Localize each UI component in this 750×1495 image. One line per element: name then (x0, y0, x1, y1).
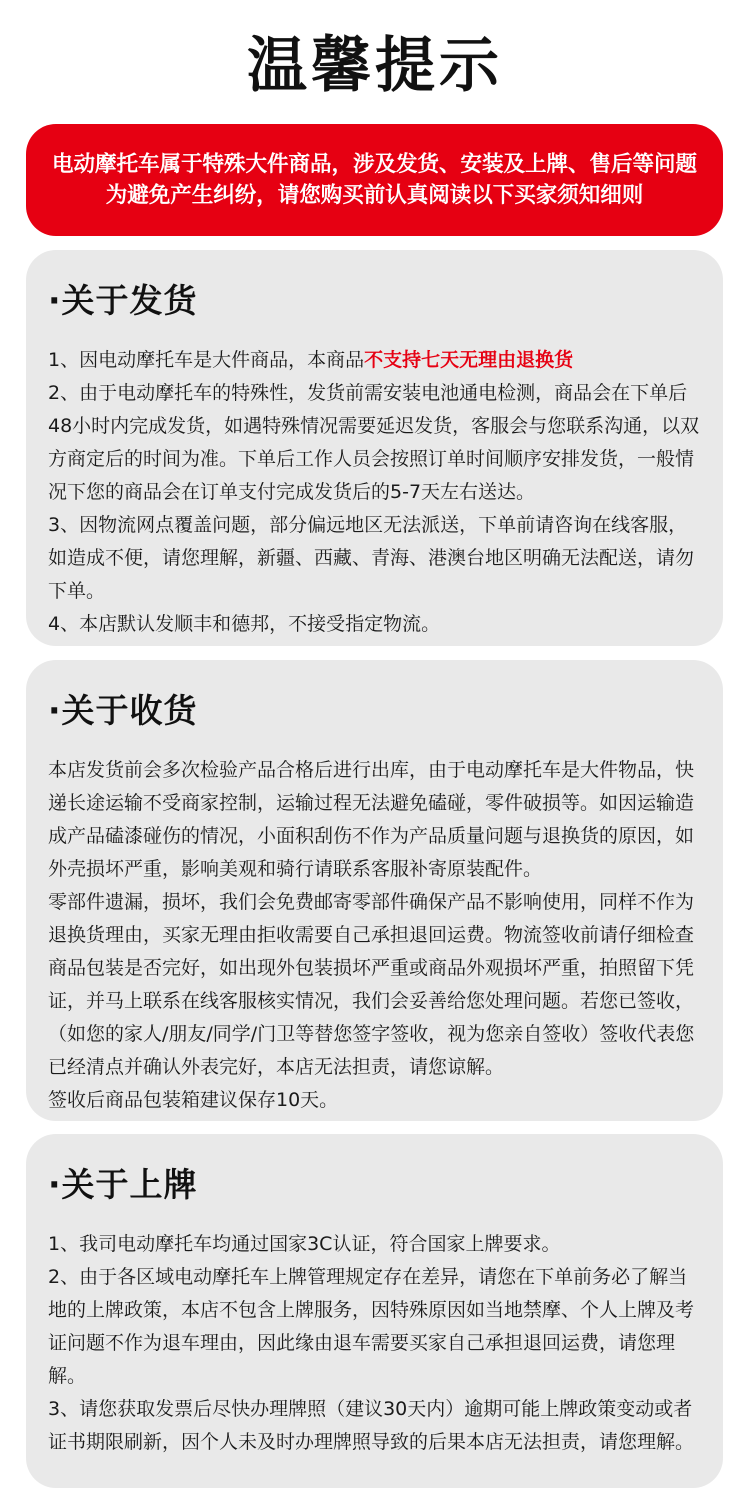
plate-item-3: 3、请您获取发票后尽快办理牌照（建议30天内）逾期可能上牌政策变动或者证书期限刷新，因个人未及时办理牌照导致的后果本店无法担责，请您理解。 (48, 1398, 695, 1453)
receiving-card (26, 660, 723, 1121)
receiving-para-1: 本店发货前会多次检验产品合格后进行出库，由于电动摩托车是大件物品，快递长途运输不受商家控制，运输过程无法避免磕碰，零件破损等。如因运输造成产品磕漆碰伤的情况，小面积刮伤不作为产品质量问题与退换货的原因，如外壳损坏严重，影响美观和骑行请联系客服补寄原装配件。 (48, 759, 695, 880)
banner-line-1: 电动摩托车属于特殊大件商品，涉及发货、安装及上牌、售后等问题 (51, 152, 697, 177)
shipping-heading: ·关于发货 (48, 281, 198, 320)
receiving-para-3: 签收后商品包装箱建议保存10天。 (48, 1089, 339, 1111)
plate-body (48, 1228, 701, 1459)
plate-item-1: 1、我司电动摩托车均通过国家3C认证，符合国家上牌要求。 (48, 1233, 561, 1255)
shipping-item-2: 2、由于电动摩托车的特殊性，发货前需安装电池通电检测，商品会在下单后48小时内完成发货，如遇特殊情况需要延迟发货，客服会与您联系沟通，以双方商定后的时间为准。下单后工作人员会按照订单时间顺序安排发货，一般情况下您的商品会在订单支付完成发货后的5-7天左右送达。 (48, 382, 700, 503)
plate-card (26, 1134, 723, 1488)
no-return-highlight: 不支持七天无理由退换货 (364, 349, 574, 371)
warning-banner (26, 124, 723, 236)
receiving-body (48, 754, 701, 1117)
receiving-para-2: 零部件遗漏，损坏，我们会免费邮寄零部件确保产品不影响使用，同样不作为退换货理由，买家无理由拒收需要自己承担退回运费。物流签收前请仔细检查商品包装是否完好，如出现外包装损坏严重或商品外观损坏严重，拍照留下凭证，并马上联系在线客服核实情况，我们会妥善给您处理问题。若您已签收，（如您的家人/朋友/同学/门卫等替您签字签收，视为您亲自签收）签收代表您已经清点并确认外表完好，本店无法担责，请您谅解。 (48, 891, 695, 1078)
shipping-item-1-text: 1、因电动摩托车是大件商品，本商品 (48, 349, 365, 371)
page-title: 温馨提示 (247, 31, 503, 101)
shipping-card (26, 250, 723, 646)
shipping-item-1 (48, 344, 701, 377)
receiving-heading: ·关于收货 (48, 691, 198, 730)
banner-line-2: 为避免产生纠纷，请您购买前认真阅读以下买家须知细则 (105, 183, 644, 208)
plate-item-2: 2、由于各区域电动摩托车上牌管理规定存在差异，请您在下单前务必了解当地的上牌政策，本店不包含上牌服务，因特殊原因如当地禁摩、个人上牌及考证问题不作为退车理由，因此缘由退车需要买家自己承担退回运费，请您理解。 (48, 1266, 695, 1387)
shipping-item-3: 3、因物流网点覆盖问题，部分偏远地区无法派送，下单前请咨询在线客服，如造成不便，请您理解，新疆、西藏、青海、港澳台地区明确无法配送，请勿下单。 (48, 514, 695, 602)
shipping-body (48, 344, 701, 641)
shipping-item-4: 4、本店默认发顺丰和德邦，不接受指定物流。 (48, 613, 441, 635)
plate-heading: ·关于上牌 (48, 1165, 198, 1204)
